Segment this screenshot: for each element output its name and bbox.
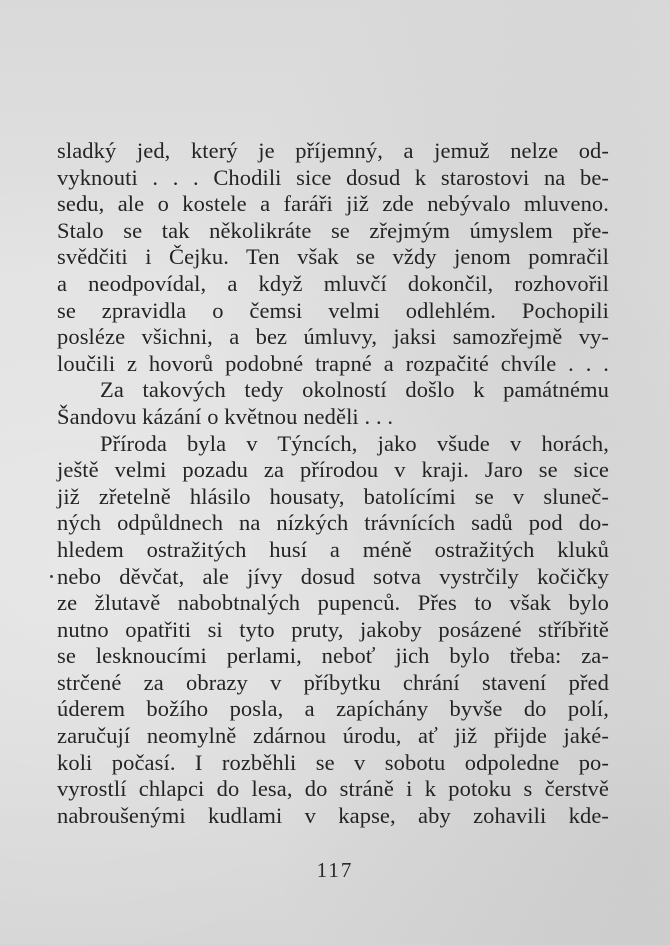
paragraph-start-line: Za takových tedy okolností došlo k památnému (100, 377, 609, 403)
paragraph-end-line: Šandovu kázání o květnou neděli . . . (57, 403, 394, 429)
text-line: úderem božího posla, a zapíchány byvše do polí, (57, 696, 609, 722)
text-line: a neodpovídal, a když mluvčí dokončil, rozhovořil (57, 270, 609, 296)
page-number: 117 (316, 858, 354, 882)
text-line: strčené za obrazy v příbytku chrání stavení před (57, 669, 609, 695)
text-line: již zřetelně hlásilo housaty, batolícími se v sluneč- (57, 483, 609, 509)
text-line: ještě velmi pozadu za přírodou v kraji. Jaro se sice (57, 457, 609, 483)
scan-speck (50, 575, 53, 578)
text-line: loučili z hovorů podobné trapné a rozpačité chvíle . . . (57, 350, 609, 376)
body-text (57, 138, 609, 829)
text-line: nabroušenými kudlami v kapse, aby zohavili kde- (57, 802, 609, 828)
text-line: sladký jed, který je příjemný, a jemuž nelze od- (57, 138, 609, 163)
text-line: svědčiti i Čejku. Ten však se vždy jenom pomračil (57, 244, 609, 270)
text-line: sedu, ale o kostele a faráři již zde nebývalo mluveno. (57, 191, 609, 217)
text-line: hledem ostražitých husí a méně ostražitých kluků (57, 536, 609, 562)
text-line: koli počasí. I rozběhli se v sobotu odpoledne po- (57, 749, 609, 775)
text-line: se lesknoucími perlami, neboť jich bylo třeba: za- (57, 643, 609, 669)
text-line: nutno opatřiti si tyto pruty, jakoby posázené stříbřitě (57, 616, 609, 642)
text-line: posléze všichni, a bez úmluvy, jaksi samozřejmě vy- (57, 324, 609, 350)
text-line: vyrostlí chlapci do lesa, do stráně i k potoku s čerstvě (57, 776, 609, 802)
text-line: ných odpůldnech na nízkých trávnících sadů pod do- (57, 510, 609, 536)
text-line: nebo děvčat, ale jívy dosud sotva vystrčily kočičky (57, 563, 609, 589)
text-line: ze žlutavě nabobtnalých pupenců. Přes to však bylo (57, 590, 609, 616)
text-line: zaručují neomylně zdárnou úrodu, ať již přijde jaké- (57, 723, 609, 749)
text-line: Stalo se tak několikráte se zřejmým úmyslem pře- (57, 217, 609, 243)
text-line: se zpravidla o čemsi velmi odlehlém. Pochopili (57, 297, 609, 323)
paragraph-start-line: Příroda byla v Týncích, jako všude v horách, (100, 430, 609, 456)
text-line: vyknouti . . . Chodili sice dosud k starostovi na be- (57, 164, 609, 190)
